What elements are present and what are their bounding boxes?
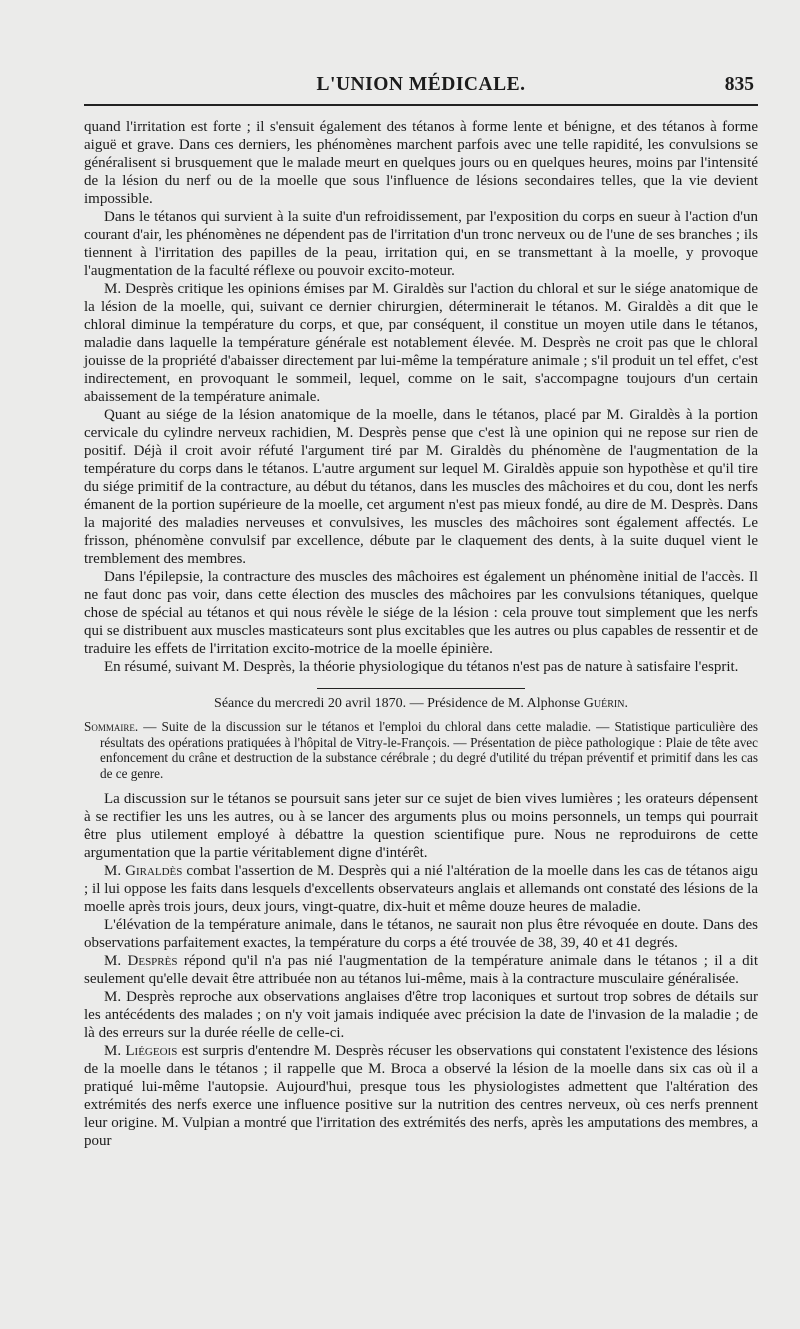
page-number: 835: [724, 74, 754, 95]
session-president: Guérin: [583, 696, 625, 711]
paragraph-text: répond qu'il n'a pas nié l'augmentation de la température animale dans le tétanos ; il a dit seulement qu'elle devait être attribuée non au tétanos lui-même, mais à la contracture musculaire généralisée.: [84, 953, 758, 987]
session-title-suffix: .: [624, 696, 628, 711]
paragraph: Quant au siége de la lésion anatomique de la moelle, dans le tétanos, placé par M. Giraldès à la portion cervicale du cylindre nerveux rachidien, M. Desprès pense que c'est là une opinion qui ne repose sur rien de positif. Déjà il croit avoir réfuté l'argument tiré par M. Giraldès du phénomène de l'augmentation de la température du corps dans le tétanos. L'autre argument sur lequel M. Giraldès appuie son hypothèse et qu'il tire du siége primitif de la contracture, au début du tétanos, dans les muscles des mâchoires et du cou, dont les nerfs émanent de la portion supérieure de la moelle, cet argument n'est pas mieux fondé, au dire de M. Desprès. Dans la majorité des maladies nerveuses et convulsives, les muscles des mâchoires sont également affectés. Le frisson, phénomène convulsif par excellence, débute par le claquement des dents, à la suite duquel vient le tremblement des membres.: [84, 407, 758, 567]
paragraph: [84, 988, 758, 1042]
paragraph: Dans le tétanos qui survient à la suite d'un refroidissement, par l'exposition du corps en sueur à l'action d'un courant d'air, les phénomènes ne dépendent pas de l'irritation d'un tronc nerveux ou de l'une de ses branches ; ils tiennent à l'irritation des papilles de la peau, irritation qui, en se transmettant à la moelle, y provoque l'augmentation de la faculté réflexe ou pouvoir excito-moteur.: [84, 209, 758, 279]
paragraph-text: L'élévation de la température animale, dans le tétanos, ne saurait non plus être révoquée en doute. Dans des observations parfaitement exactes, la température du corps a été trouvée de 38, 39, 40 et 41 degrés.: [84, 917, 758, 951]
paragraph: [84, 952, 758, 988]
paragraph-text: combat l'assertion de M. Desprès qui a nié l'altération de la moelle dans les cas de tétanos aigu ; il lui oppose les faits dans lesquels d'excellents observateurs anglais et allemands ont constaté des lésions de la moelle après trois jours, deux jours, vingt-quatre, dix-huit et même douze heures de maladie.: [84, 863, 758, 915]
paragraph: [84, 790, 758, 862]
paragraph-text: est surpris d'entendre M. Desprès récuser les observations qui constatent l'existence des lésions de la moelle dans le tétanos ; il rappelle que M. Broca a observé la lésion de la moelle dans six cas où il a pratiqué lui-même l'autopsie. Aujourd'hui, presque tous les physiologistes admettent que l'altération des extrémités des nerfs exerce une influence positive sur la nutrition des centres nerveux, où ces nerfs prennent leur origine. M. Vulpian a montré que l'irritation des extrémités des nerfs, après les amputations des membres, a pour: [84, 1043, 758, 1149]
speaker-name: M. Desprès: [104, 953, 178, 969]
body-text: [84, 118, 758, 1150]
paragraph: [84, 1042, 758, 1150]
page-header: [84, 0, 758, 100]
paragraph: Dans l'épilepsie, la contracture des muscles des mâchoires est également un phénomène initial de l'accès. Il ne faut donc pas voir, dans cette élection des muscles des mâchoires par les convulsions tétaniques, quelque chose de spécial au tétanos et qui nous révèle le siége de la lésion : cela prouve tout simplement que les nerfs qui se distribuent aux muscles masticateurs sont plus excitables que les autres ou plus capables de ressentir et de traduire les effets de l'irritation excito-motrice de la moelle épinière.: [84, 569, 758, 657]
summary-text: — Suite de la discussion sur le tétanos et l'emploi du chloral dans cette maladie. — Statistique particulière des résultats des opérations pratiquées à l'hôpital de Vitry-le-François. — Présentation de pièce pathologique : Plaie de tête avec enfoncement du crâne et destruction de la substance cérébrale ; du degré d'utilité du trépan préventif et primitif dans les cas de ce genre.: [100, 719, 758, 781]
paragraph: M. Desprès critique les opinions émises par M. Giraldès sur l'action du chloral et sur le siége anatomique de la lésion de la moelle, qui, suivant ce dernier chirurgien, déterminerait le tétanos. M. Giraldès a dit que le chloral diminue la température du corps, et que, par conséquent, il constitue un moyen utile dans le tétanos, maladie dans laquelle la température générale est notablement élevée. M. Desprès ne croit pas que le chloral jouisse de la propriété d'abaisser directement par lui-même la température animale ; s'il produit un tel effet, c'est indirectement, en provoquant le sommeil, lequel, comme on le sait, s'accompagne toujours d'un certain abaissement de la température animale.: [84, 281, 758, 405]
running-title: L'UNION MÉDICALE.: [316, 74, 526, 95]
speaker-name: M. Liégeois: [104, 1043, 178, 1059]
speaker-name: M. Giraldès: [104, 863, 183, 879]
session-title-prefix: Séance du mercredi 20 avril 1870. — Présidence de M. Alphonse: [214, 696, 584, 711]
paragraph: [84, 916, 758, 952]
summary-lead: Sommaire.: [84, 719, 139, 734]
paragraph-text: La discussion sur le tétanos se poursuit sans jeter sur ce sujet de bien vives lumières ; les orateurs dépensent à se rectifier les uns les autres, ou à se lancer des arguments plus ou moins personnels, un temps qui pourrait être plus utilement employé à débattre la question scientifique pure. Nous ne reproduirons de cette argumentation que la partie véritablement digne d'intérêt.: [84, 791, 758, 861]
paragraph: [84, 862, 758, 916]
paragraph-text: M. Desprès reproche aux observations anglaises d'être trop laconiques et surtout trop sobres de détails sur les antécédents des malades ; on n'y voit jamais indiquée avec précision la date de l'invasion de la maladie ; de là des erreurs sur la durée réelle de celle-ci.: [84, 989, 758, 1041]
session-summary: [84, 719, 758, 781]
section-separator: [317, 688, 525, 689]
header-rule: [84, 104, 758, 106]
paragraph: quand l'irritation est forte ; il s'ensuit également des tétanos à forme lente et bénigne, et des tétanos à forme aiguë et grave. Dans ces derniers, les phénomènes marchent parfois avec une telle rapidité, les convulsions se généralisent si brusquement que le malade meurt en quelques jours ou en quelques heures, moins par l'intensité de la lésion du nerf ou de la moelle que sous l'influence de lésions secondaires telles, que la vie devient impossible.: [84, 119, 758, 207]
session-title: [84, 695, 758, 713]
paragraph: En résumé, suivant M. Desprès, la théorie physiologique du tétanos n'est pas de nature à satisfaire l'esprit.: [104, 659, 739, 675]
